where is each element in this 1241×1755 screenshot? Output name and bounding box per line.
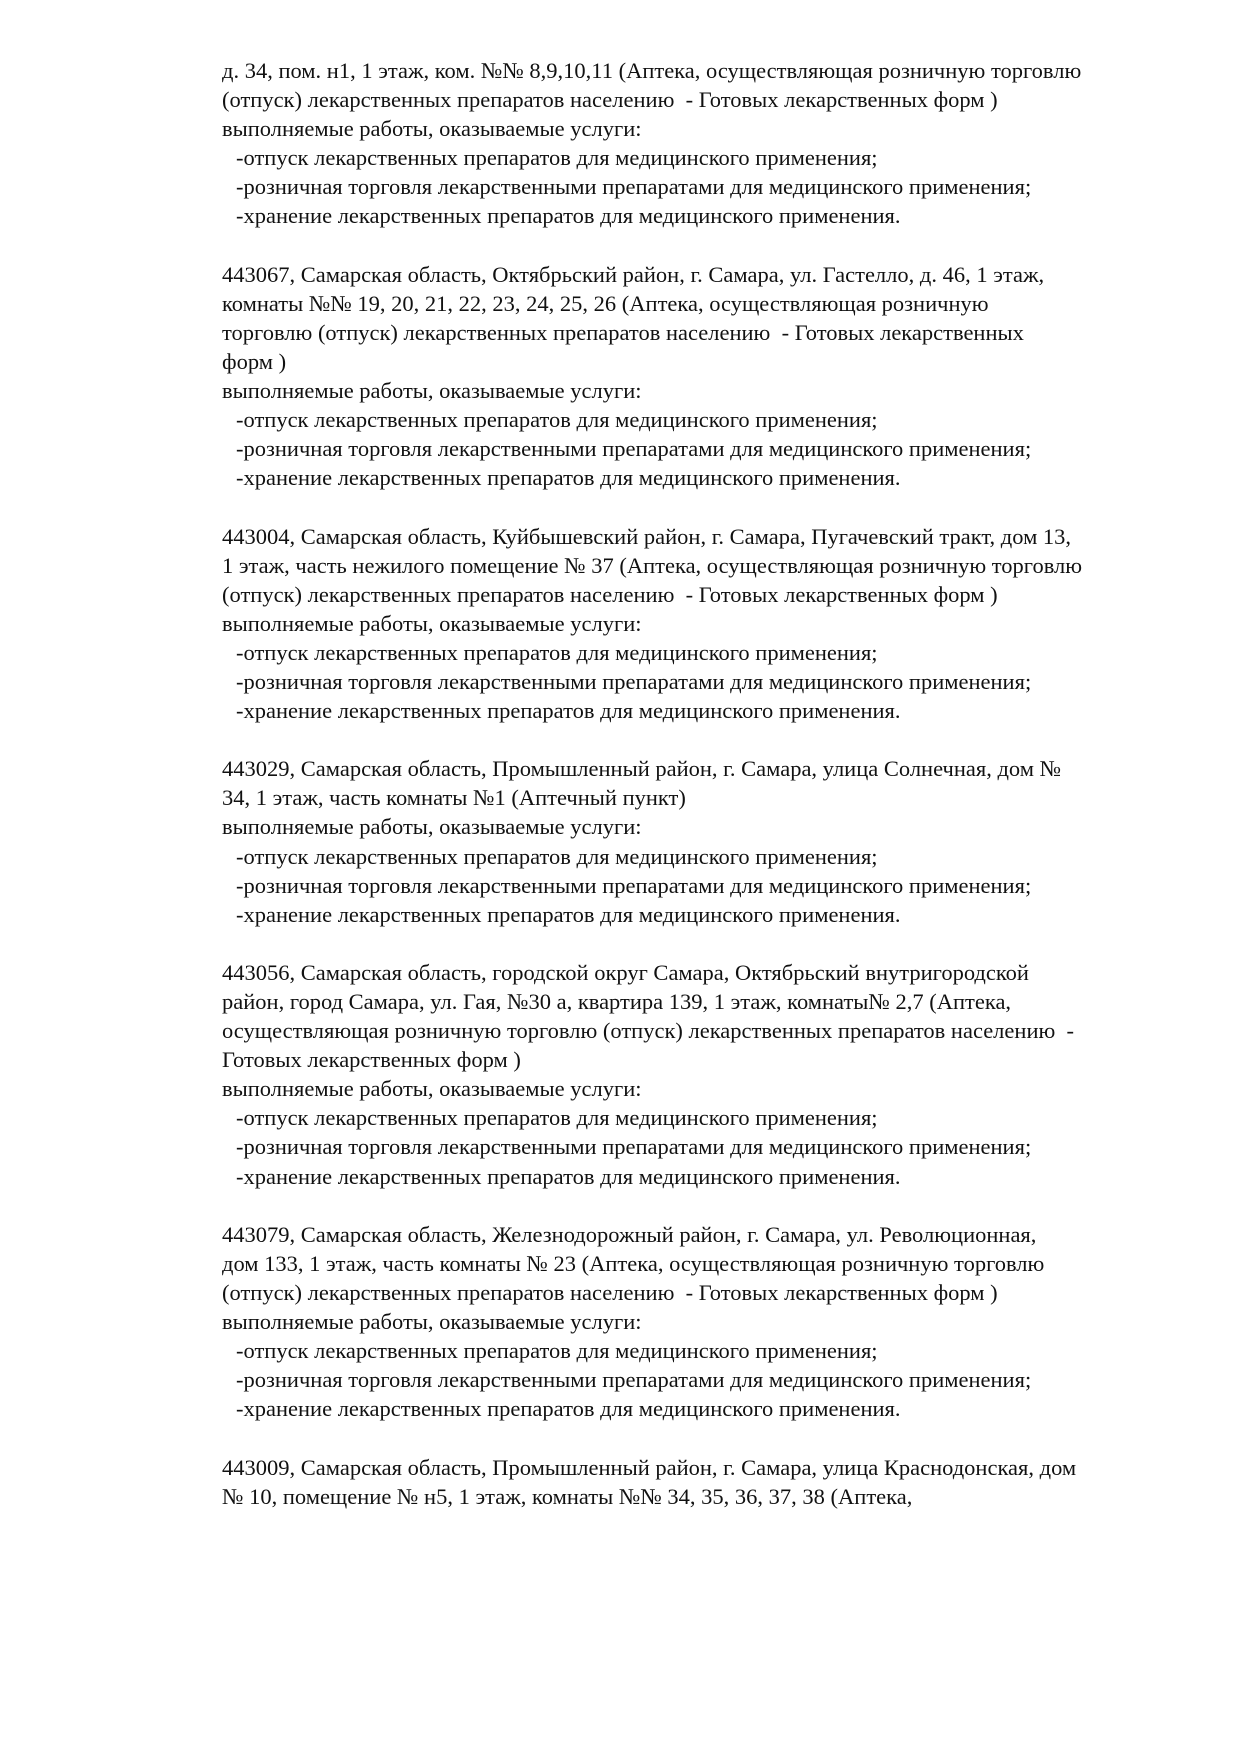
- services-header: выполняемые работы, оказываемые услуги:: [222, 610, 642, 636]
- address-line: (отпуск) лекарственных препаратов населению - Готовых лекарственных форм ): [222, 87, 998, 113]
- services-header: выполняемые работы, оказываемые услуги:: [222, 814, 642, 840]
- address-line: осуществляющая розничную торговлю (отпуск) лекарственных препаратов населению -: [222, 1018, 1075, 1044]
- license-address-block: [222, 56, 1222, 231]
- address-line: 443079, Самарская область, Железнодорожный район, г. Самара, ул. Революционная,: [222, 1221, 1037, 1247]
- service-item: -розничная торговля лекарственными препаратами для медицинского применения;: [236, 174, 1032, 200]
- address-line: 443009, Самарская область, Промышленный район, г. Самара, улица Краснодонская, дом: [222, 1454, 1077, 1480]
- address-line: комнаты №№ 19, 20, 21, 22, 23, 24, 25, 26 (Аптека, осуществляющая розничную: [222, 290, 989, 316]
- address-line: 443056, Самарская область, городской округ Самара, Октябрьский внутригородской: [222, 959, 1029, 985]
- service-item: -отпуск лекарственных препаратов для медицинского применения;: [236, 407, 878, 433]
- service-item: -хранение лекарственных препаратов для медицинского применения.: [236, 203, 901, 229]
- license-address-block: [222, 754, 1222, 929]
- address-line: (отпуск) лекарственных препаратов населению - Готовых лекарственных форм ): [222, 581, 998, 607]
- service-item: -розничная торговля лекарственными препаратами для медицинского применения;: [236, 872, 1032, 898]
- address-line: район, город Самара, ул. Гая, №30 а, квартира 139, 1 этаж, комнаты№ 2,7 (Аптека,: [222, 989, 1012, 1014]
- services-header: выполняемые работы, оказываемые услуги:: [222, 116, 642, 142]
- address-line: № 10, помещение № н5, 1 этаж, комнаты №№ 34, 35, 36, 37, 38 (Аптека,: [222, 1483, 913, 1509]
- service-item: -хранение лекарственных препаратов для медицинского применения.: [236, 901, 901, 927]
- license-address-block: [222, 1453, 1222, 1511]
- document-page: [222, 56, 1222, 1540]
- service-item: -отпуск лекарственных препаратов для медицинского применения;: [236, 1105, 878, 1131]
- address-line: д. 34, пом. н1, 1 этаж, ком. №№ 8,9,10,11 (Аптека, осуществляющая розничную торговлю: [222, 58, 1082, 83]
- license-address-block: [222, 958, 1222, 1191]
- service-item: -розничная торговля лекарственными препаратами для медицинского применения;: [236, 1134, 1032, 1160]
- service-item: -хранение лекарственных препаратов для медицинского применения.: [236, 465, 901, 491]
- service-item: -отпуск лекарственных препаратов для медицинского применения;: [236, 639, 878, 665]
- service-item: -хранение лекарственных препаратов для медицинского применения.: [236, 1396, 901, 1422]
- license-address-block: [222, 522, 1222, 726]
- service-item: -розничная торговля лекарственными препаратами для медицинского применения;: [236, 668, 1032, 694]
- address-line: 1 этаж, часть нежилого помещение № 37 (Аптека, осуществляющая розничную торговлю: [222, 552, 1083, 578]
- service-item: -розничная торговля лекарственными препаратами для медицинского применения;: [236, 436, 1032, 462]
- service-item: -хранение лекарственных препаратов для медицинского применения.: [236, 1163, 901, 1189]
- license-address-block: [222, 260, 1222, 493]
- address-line: (отпуск) лекарственных препаратов населению - Готовых лекарственных форм ): [222, 1279, 998, 1305]
- address-line: 34, 1 этаж, часть комнаты №1 (Аптечный пункт): [222, 785, 686, 811]
- address-line: 443029, Самарская область, Промышленный район, г. Самара, улица Солнечная, дом №: [222, 756, 1062, 782]
- service-item: -розничная торговля лекарственными препаратами для медицинского применения;: [236, 1367, 1032, 1393]
- address-line: 443004, Самарская область, Куйбышевский район, г. Самара, Пугачевский тракт, дом 13,: [222, 523, 1072, 549]
- services-header: выполняемые работы, оказываемые услуги:: [222, 378, 642, 404]
- service-item: -хранение лекарственных препаратов для медицинского применения.: [236, 698, 901, 724]
- address-line: 443067, Самарская область, Октябрьский район, г. Самара, ул. Гастелло, д. 46, 1 этаж,: [222, 261, 1045, 287]
- address-line: Готовых лекарственных форм ): [222, 1047, 521, 1073]
- services-header: выполняемые работы, оказываемые услуги:: [222, 1309, 642, 1335]
- service-item: -отпуск лекарственных препаратов для медицинского применения;: [236, 145, 878, 171]
- service-item: -отпуск лекарственных препаратов для медицинского применения;: [236, 843, 878, 869]
- address-line: форм ): [222, 348, 287, 374]
- license-address-block: [222, 1220, 1222, 1424]
- services-header: выполняемые работы, оказываемые услуги:: [222, 1076, 642, 1102]
- address-line: торговлю (отпуск) лекарственных препаратов населению - Готовых лекарственных: [222, 319, 1024, 345]
- service-item: -отпуск лекарственных препаратов для медицинского применения;: [236, 1338, 878, 1364]
- address-line: дом 133, 1 этаж, часть комнаты № 23 (Аптека, осуществляющая розничную торговлю: [222, 1250, 1045, 1276]
